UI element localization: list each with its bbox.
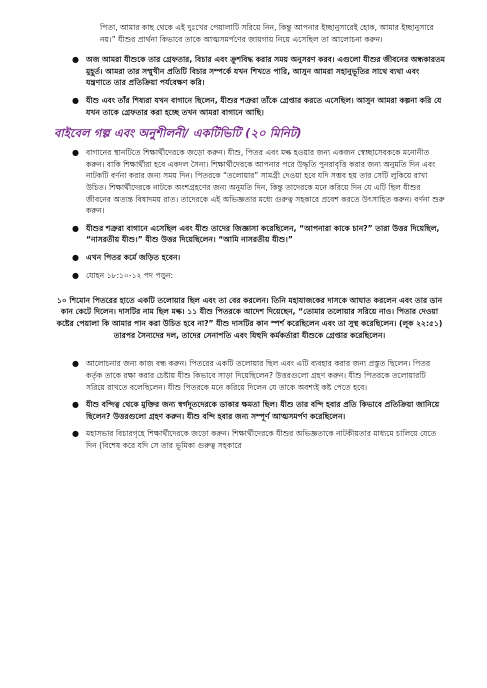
list-item: ● যীশু বন্দিত্ব থেকে মুক্তির জন্য স্বর্গদূতদেরকে ডাকার ক্ষমতা ছিল। যীশু তার বন্দি হবার প্রতি কিভাবে প্রতিক্রিয়া জানিয়ে ছিলেন? উত্তরগুলো গ্রহণ করুন। যীশু বন্দি হবার জন্য সম্পূর্ণ আত্মসমর্পণ করেছিলেন। <box>72 400 440 421</box>
bullet-icon: ● <box>72 148 79 158</box>
scripture-passage: ১০ শিমোন পিতরের হাতে একটি তলোয়ার ছিল এবং তা বের করলেন। তিনি মহাযাজকের দাসকে আঘাত করলেন এবং তার ডান কান কেটে দিলেন। দাসটির নাম ছিল মল্ক। ১১ যীশু পিতরকে আদেশ দিয়েছেন, “তোমার তলোয়ার সরিয়ে নাও। পিতার দেওয়া কষ্টের পেয়ালা কি আমার পান করা উচিত হবে না?” যীশু দাসটির কান স্পর্শ করেছিলেন এবং তা সুস্থ করেছিলেন। (লূক ২২:৫১) তারপর সৈন্যদের দল, তাদের সেনাপতি এবং যিহুদি কর্মকর্তারা যীশুকে গ্রেপ্তার করেছিলেন। <box>56 295 443 341</box>
bullet-icon: ● <box>72 223 79 233</box>
bullet-icon: ● <box>72 429 79 439</box>
list-item <box>52 270 447 282</box>
bullet-icon: ● <box>72 95 79 105</box>
bullet-icon: ● <box>72 55 79 65</box>
list-item: ● অজ আমরা যীশুকে তার গ্রেফতার, বিচার এবং ক্রুশবিদ্ধ করার সময় অনুসরণ করব। এগুলো যীশুর জীবনের অন্ধকারতম মুহূর্ত। আমরা তার সম্মুখীন প্রতিটি বিচার সম্পর্কে যখন শিখতে পারি, আসুন আমরা সহানুভূতির সাথে ব্যথা এবং যন্ত্রণাতে তার প্রতিক্রিয়া পর্যবেক্ষণ করি। <box>72 55 445 88</box>
bullet-icon: ● <box>72 252 79 262</box>
bullet-list-3 <box>52 358 447 451</box>
section-heading: বাইবেল গল্প এবং অনুশীলনী/ একটিভিটি (২০ মিনিট) <box>54 126 302 141</box>
bullet-list-2 <box>52 147 447 281</box>
intro-paragraph: পিতা, আমার কাছ থেকে এই দুঃখের পেয়ালাটি সরিয়ে নিন, কিন্তু আপনার ইচ্ছানুসারেই হোক, আমার ইচ্ছানুসারে নয়।” যীশুর প্রার্থনা কিভাবে তাকে আত্মসমর্পণের জায়গায় নিয়ে এসেছিল তা আলোচনা করুন। <box>100 23 434 44</box>
list-item: ● যীশু এবং তাঁর শিষ্যরা যখন বাগানে ছিলেন, যীশুর শত্রুরা তাঁকে গ্রেপ্তার করতে এসেছিল। আসুন আমরা কল্পনা করি যে যখন তাকে গ্রেফতার করা হচ্ছে তখন আমরা বাগানে আছি। <box>72 95 442 117</box>
list-item: ● যীশুর শত্রুরা বাগানে এসেছিল এবং যীশু তাদের জিজ্ঞাসা করেছিলেন, “আপনারা কাকে চান?” তারা উত্তর দিয়েছিল, “নাসরতীয় যীশু।” যীশু উত্তর দিয়েছিলেন। “আমি নাসরতীয় যীশু।” <box>72 223 440 245</box>
scripture-reference: যোহন ১৮:১০-১২ পদ পড়ুন: <box>86 270 174 280</box>
bullet-list-1 <box>52 54 447 118</box>
list-item: ● এখন পিতর কর্মে জড়িত হবেন। <box>72 252 181 262</box>
list-item: ● মহাসভার বিচারগৃহে শিক্ষার্থীদেরকে জড়ো করুন। শিক্ষার্থীদেরকে যীশুর অভিজ্ঞতাকে নাটকীয়তার মাধ্যমে চালিয়ে যেতে দিন (বিশেষ করে যদি সে তার ভূমিকা গুরুত্ব সহকারে <box>72 429 437 451</box>
bullet-icon: ● <box>72 400 79 410</box>
bullet-icon: ● <box>72 270 79 280</box>
bullet-icon: ● <box>72 359 79 369</box>
list-item: ● আলোচনার জন্য কাজ বন্ধ করুন। পিতরের একটি তলোয়ার ছিল এবং এটি ব্যবহার করার জন্য প্রস্তুত ছিলেন। পিতর কর্তৃক তাকে রক্ষা করার চেষ্টায় যীশু কিভাবে সাড়া দিয়েছিলেন? উত্তরগুলো গ্রহণ করুন। যীশু পিতরকে তলোয়ারটি সরিয়ে রাখতে বলেছিলেন। যীশু পিতরকে মনে করিয়ে দিলেন যে তাকে অবশ্যই কষ্ট পেতে হবে। <box>72 359 431 392</box>
list-item: ● বাগানের স্থানটিতে শিক্ষার্থীদেরকে জড়ো করুন। যীশু, পিতর এবং মল্ক হওয়ার জন্য একজন স্বেচ্ছাসেবককে মনোনীত করুন। বাকি শিক্ষার্থীরা হবে একদল সৈন্য। শিক্ষার্থীদেরকে আপনার পরে উদ্ধৃতি পুনরাবৃত্তি করার জন্য অনুমতি দিন এবং নাটকটি বর্ণনা করার জন্য সময় দিন। পিতরকে “তলোয়ার” সামগ্রী দেওয়া হবে যদি সম্ভব হয় তার সেটি লুকিয়ে রাখা উচিত। শিক্ষার্থীদেরকে নাটকে অংশগ্রহণের জন্য অনুমতি দিন, কিন্তু তাদেরকে মনে করিয়ে দিন যে এটি ছিল যীশুর জীবনের অত্যন্ত বিষাদময় রাত। তাদেরকে এই অভিজ্ঞতার মধ্যে গুরুত্ব সহকারে প্রবেশ করতে উৎসাহিত করুন। বর্ণনা শুরু করুন। <box>72 148 445 216</box>
